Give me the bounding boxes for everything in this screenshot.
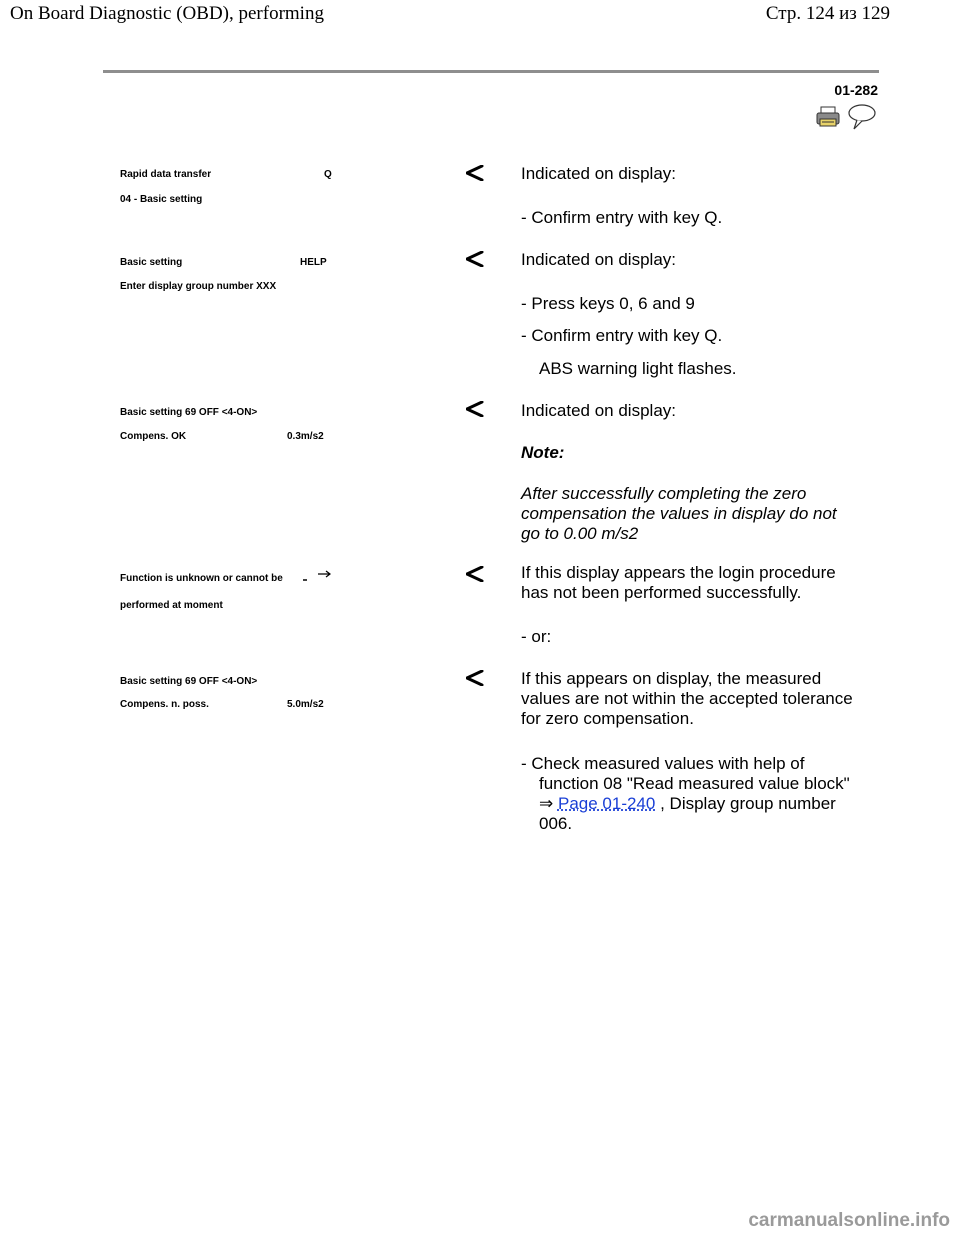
display-line: Q	[324, 169, 332, 180]
watermark: carmanualsonline.info	[748, 1210, 950, 1231]
instruction-item: - Confirm entry with key Q.	[521, 208, 723, 227]
instruction-item: function 08 "Read measured value block"	[539, 774, 850, 793]
instruction-item: - Confirm entry with key Q.	[521, 326, 723, 345]
note-text: go to 0.00 m/s2	[521, 524, 639, 543]
display-line: Compens. n. poss.	[120, 699, 209, 710]
note-label: Note:	[521, 443, 565, 462]
instruction-link-line	[539, 794, 836, 814]
printer-icon[interactable]	[816, 106, 840, 128]
display-line: Basic setting	[120, 257, 183, 268]
page-number: 01-282	[834, 82, 878, 98]
display-line: 5.0m/s2	[287, 699, 324, 710]
speech-bubble-icon[interactable]	[847, 104, 877, 130]
instruction-item: - or:	[521, 627, 552, 646]
display-heading: Indicated on display:	[521, 401, 676, 420]
condition-text: If this appears on display, the measured	[521, 669, 822, 688]
pointer-arrow-icon	[466, 251, 484, 267]
display-heading: Indicated on display:	[521, 164, 676, 183]
display-line: Rapid data transfer	[120, 169, 212, 180]
condition-text: values are not within the accepted tolerance	[521, 689, 853, 708]
pointer-arrow-icon	[466, 670, 484, 686]
display-heading: Indicated on display:	[521, 250, 676, 269]
condition-text: for zero compensation.	[521, 709, 694, 728]
page-reference-link[interactable]: Page 01-240	[557, 794, 656, 813]
pointer-arrow-icon	[466, 566, 484, 582]
instruction-text: , Display group number	[660, 794, 836, 813]
instruction-item: 006.	[539, 814, 573, 833]
display-line: Basic setting 69 OFF <4-ON>	[120, 676, 258, 687]
display-line: Enter display group number XXX	[120, 281, 277, 292]
pointer-arrow-icon	[466, 165, 484, 181]
result-note: ABS warning light flashes.	[539, 359, 737, 378]
display-line: performed at moment	[120, 600, 223, 611]
right-arrow-icon	[302, 568, 332, 582]
display-line: Function is unknown or cannot be	[120, 573, 283, 584]
condition-text: If this display appears the login procedure	[521, 563, 836, 582]
condition-text: has not been performed successfully.	[521, 583, 802, 602]
page-counter: Стр. 124 из 129	[765, 3, 890, 24]
display-line: HELP	[300, 257, 327, 268]
display-line: Compens. OK	[120, 431, 187, 442]
display-line: 0.3m/s2	[287, 431, 324, 442]
document-title: On Board Diagnostic (OBD), performing	[10, 3, 324, 24]
display-line: Basic setting 69 OFF <4-ON>	[120, 407, 258, 418]
note-text: compensation the values in display do not	[521, 504, 837, 523]
reference-arrow: ⇒	[539, 794, 554, 813]
instruction-item: - Press keys 0, 6 and 9	[521, 294, 695, 313]
pointer-arrow-icon	[466, 401, 484, 417]
display-line: 04 - Basic setting	[120, 194, 203, 205]
instruction-item: - Check measured values with help of	[521, 754, 805, 773]
header-divider	[103, 70, 879, 73]
note-text: After successfully completing the zero	[521, 484, 807, 503]
